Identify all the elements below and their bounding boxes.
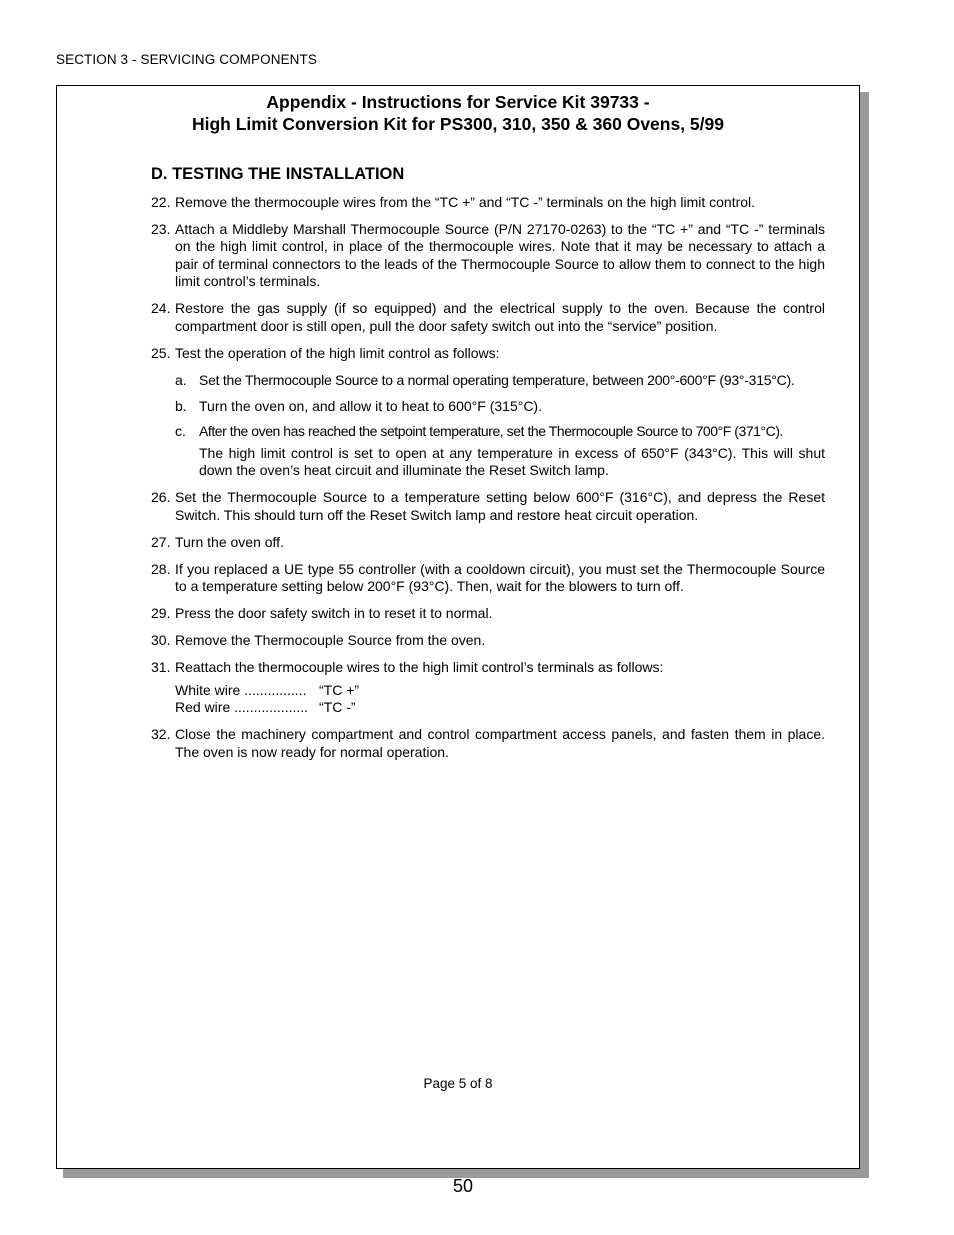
substep-note: The high limit control is set to open at any temperature in excess of 650°F (343°C). This will shut down the oven’s heat circuit and illuminate the Reset Switch lamp. (199, 444, 825, 478)
step-31 (151, 659, 825, 717)
substep-text: Set the Thermocouple Source to a normal operating temperature, between 200°-600°F (93°-315°C). (199, 372, 795, 388)
substep-text: After the oven has reached the setpoint temperature, set the Thermocouple Source to 700°F (371°C). (199, 423, 783, 439)
step-text: Remove the Thermocouple Source from the oven. (175, 632, 486, 648)
step-24 (151, 300, 825, 335)
step-number: 28. (151, 560, 171, 577)
wire-row-white (175, 682, 825, 700)
step-text: If you replaced a UE type 55 controller (with a cooldown circuit), you must set the Thermocouple Source to a temperature setting below 200°F (93°C). Then, wait for the blowers to turn off. (175, 560, 825, 594)
step-23 (151, 221, 825, 291)
step-number: 31. (151, 659, 171, 675)
step-text: Remove the thermocouple wires from the “TC +” and “TC -” terminals on the high limit control. (175, 193, 756, 210)
step-text: Test the operation of the high limit control as follows: (175, 344, 500, 361)
substep-letter: c. (175, 423, 186, 439)
appendix-frame (56, 85, 860, 1169)
wire-table (175, 682, 825, 717)
step-number: 23. (151, 220, 171, 237)
substep-letter: b. (175, 397, 187, 414)
substep-letter: a. (175, 372, 187, 388)
step-number: 29. (151, 605, 171, 621)
step-28 (151, 561, 825, 596)
step-22 (151, 194, 825, 212)
step-text: Restore the gas supply (if so equipped) and the electrical supply to the oven. Because the control compartment door is still open, pull the door safety switch out into the “service” position. (175, 300, 825, 334)
step-27 (151, 534, 825, 552)
appendix-title (57, 91, 859, 135)
step-text: Press the door safety switch in to reset it to normal. (175, 605, 493, 621)
substep-b (175, 398, 825, 416)
step-text: Reattach the thermocouple wires to the high limit control’s terminals as follows: (175, 659, 664, 675)
section-d-content (151, 166, 825, 771)
wire-label: White wire ................ (175, 681, 307, 698)
step-number: 25. (151, 344, 171, 361)
substep-a (175, 372, 825, 390)
section-header: SECTION 3 - SERVICING COMPONENTS (56, 52, 317, 67)
step-26 (151, 489, 825, 524)
step-number: 26. (151, 489, 171, 505)
step-number: 32. (151, 726, 171, 742)
wire-terminal: “TC -” (319, 699, 356, 715)
page-of-label: Page 5 of 8 (423, 1076, 493, 1091)
step-text: Close the machinery compartment and control compartment access panels, and fasten them in place. The oven is now ready for normal operation. (175, 726, 825, 760)
step-32 (151, 726, 825, 761)
step-text: Attach a Middleby Marshall Thermocouple Source (P/N 27170-0263) to the “TC +” and “TC -” terminals on the high limit control, in place of the thermocouple wires. Note that it may be necessary to attach a pair of terminal connectors to the leads of the Thermocouple Source to allow them to connect to the high limit control’s terminals. (175, 220, 825, 289)
step-number: 22. (151, 193, 171, 210)
step-number: 27. (151, 533, 171, 550)
substep-c (175, 423, 825, 441)
wire-row-red (175, 699, 825, 717)
step-text: Turn the oven off. (175, 533, 284, 550)
title-line-2: High Limit Conversion Kit for PS300, 310, 350 & 360 Ovens, 5/99 (191, 114, 724, 134)
substep-list (175, 372, 825, 480)
step-30 (151, 632, 825, 650)
section-d-heading: D. TESTING THE INSTALLATION (151, 165, 405, 183)
title-line-1: Appendix - Instructions for Service Kit 39733 - (266, 92, 650, 112)
substep-text: Turn the oven on, and allow it to heat to 600°F (315°C). (199, 397, 542, 414)
wire-label: Red wire ................... (175, 699, 309, 715)
wire-terminal: “TC +” (319, 681, 360, 698)
step-25 (151, 345, 825, 480)
page-number: 50 (452, 1176, 474, 1196)
step-text: Set the Thermocouple Source to a temperature setting below 600°F (316°C), and depress the Reset Switch. This should turn off the Reset Switch lamp and restore heat circuit operation. (175, 489, 825, 523)
step-number: 24. (151, 300, 171, 316)
step-number: 30. (151, 632, 171, 648)
step-29 (151, 605, 825, 623)
